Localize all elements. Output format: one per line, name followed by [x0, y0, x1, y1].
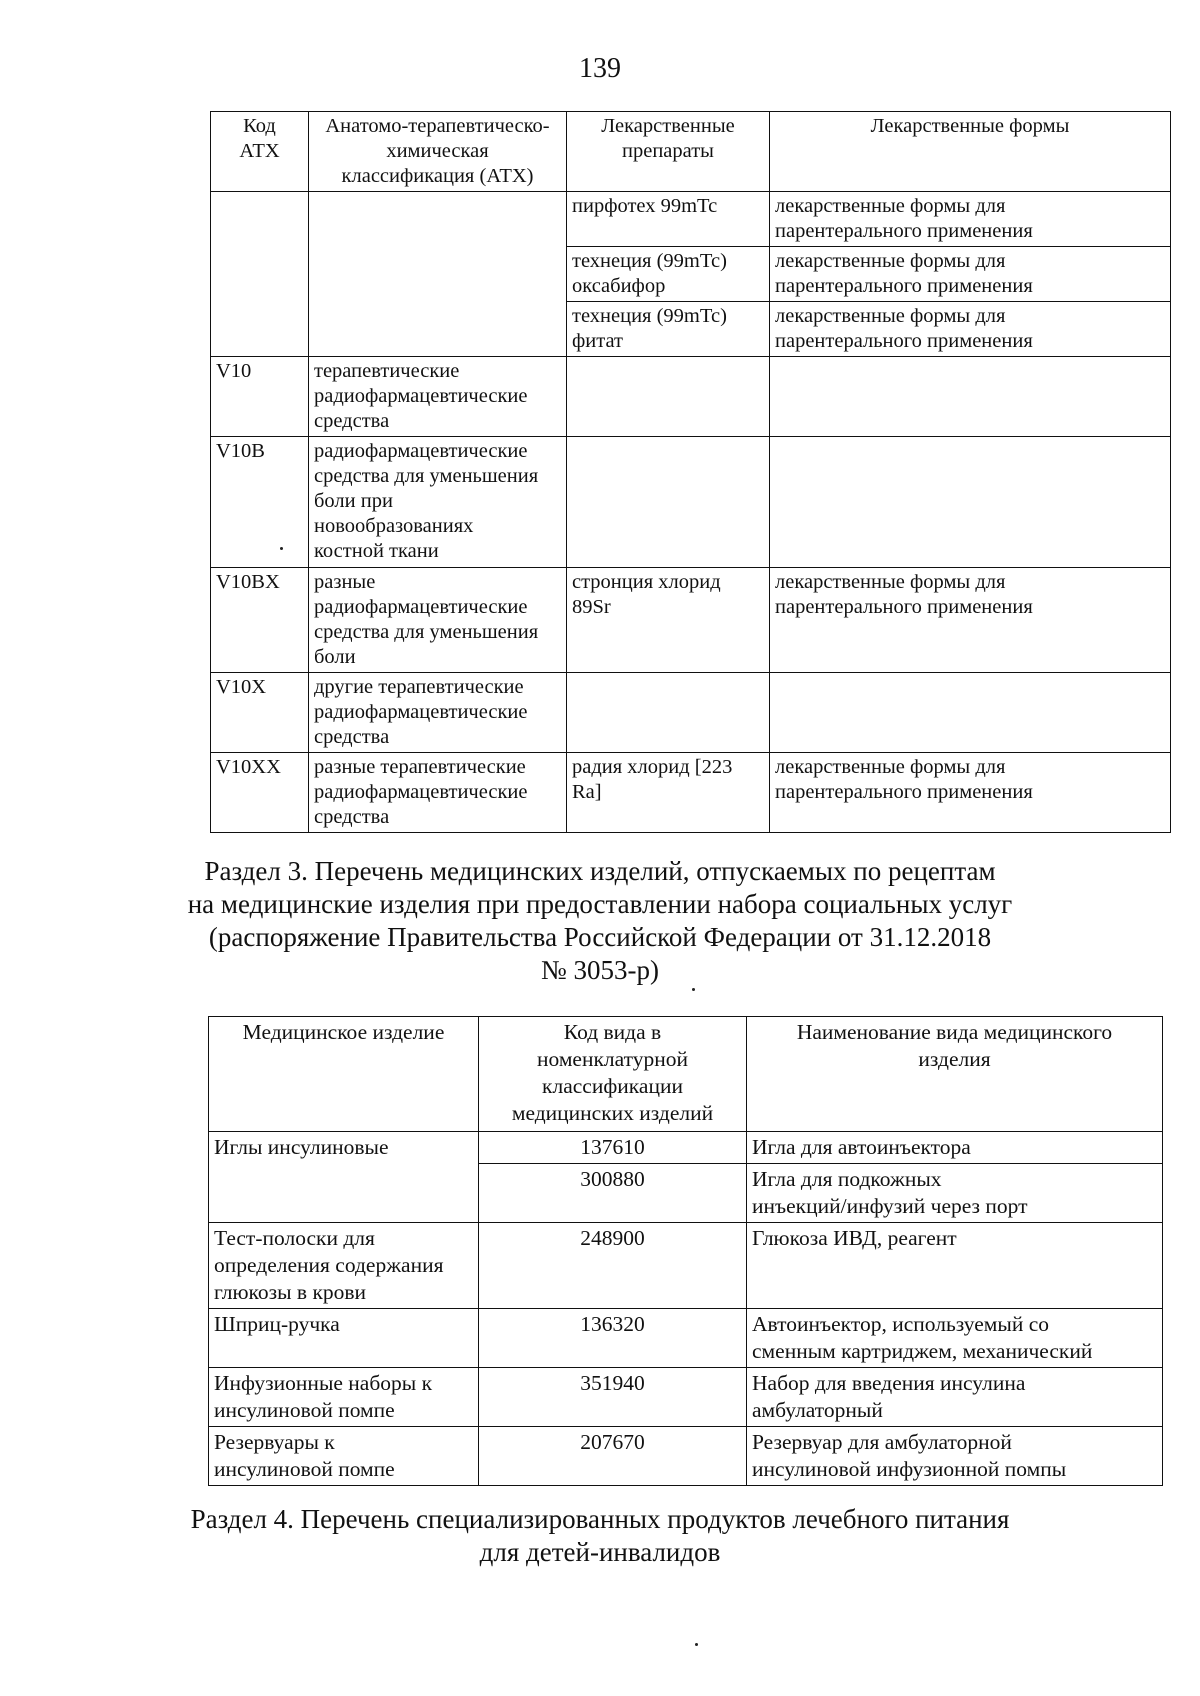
device-kind-cell — [747, 1132, 1163, 1164]
form-cell — [770, 357, 1171, 437]
atx-code: V10BX — [216, 571, 280, 593]
form-cell — [770, 192, 1171, 247]
header-device-kind-name — [747, 1017, 1163, 1132]
atx-classification: терапевтические радиофармацевтические средства — [314, 360, 528, 432]
header-nomenclature-code-text: Код вида в номенклатурной классификации медицинских изделий — [511, 1020, 714, 1125]
table-row — [211, 753, 1171, 833]
drug-cell — [567, 357, 770, 437]
device-kind-cell — [747, 1164, 1163, 1223]
atx-code: V10B — [216, 440, 265, 462]
form-cell — [770, 437, 1171, 568]
atx-classification: другие терапевтические радиофармацевтические средства — [314, 676, 528, 748]
atx-code-cell — [211, 192, 309, 357]
device-kind: Набор для введения инсулина амбулаторный — [752, 1371, 1026, 1422]
atx-classification-cell — [309, 357, 567, 437]
atx-code: V10X — [216, 676, 267, 698]
scan-speck — [695, 1643, 698, 1646]
device-code: 207670 — [580, 1430, 645, 1454]
header-atx-code-text: Код АТХ — [239, 115, 280, 162]
form-cell — [770, 753, 1171, 833]
device-code-cell — [479, 1164, 747, 1223]
header-medical-device-text: Медицинское изделие — [242, 1020, 445, 1044]
device-name-cell — [209, 1223, 479, 1309]
header-atx-classification-text: Анатомо-терапевтическо- химическая классификация (АТХ) — [325, 115, 550, 187]
header-drugs-text: Лекарственные препараты — [601, 115, 735, 162]
table-row — [211, 357, 1171, 437]
drug-cell — [567, 753, 770, 833]
atx-code: V10 — [216, 360, 252, 382]
atx-classification-table — [210, 111, 1171, 833]
drug-name: пирфотех 99mTc — [572, 195, 718, 217]
page-number: 139 — [579, 53, 621, 84]
device-name-cell — [209, 1132, 479, 1223]
drug-cell — [567, 437, 770, 568]
dosage-form: лекарственные формы для парентерального применения — [775, 195, 1033, 242]
drug-cell — [567, 673, 770, 753]
device-code: 137610 — [580, 1135, 645, 1159]
device-kind: Игла для подкожных инъекций/инфузий через порт — [752, 1167, 1028, 1218]
device-code: 300880 — [580, 1167, 645, 1191]
table-row — [211, 568, 1171, 673]
form-cell — [770, 302, 1171, 357]
device-code-cell — [479, 1309, 747, 1368]
device-name: Тест-полоски для определения содержания глюкозы в крови — [214, 1226, 444, 1304]
atx-classification-cell — [309, 568, 567, 673]
device-code: 351940 — [580, 1371, 645, 1395]
device-code-cell — [479, 1132, 747, 1164]
drug-cell — [567, 568, 770, 673]
atx-classification: разные радиофармацевтические средства для уменьшения боли — [314, 571, 539, 668]
header-atx-code — [211, 112, 309, 192]
header-medical-device — [209, 1017, 479, 1132]
table-row — [209, 1223, 1163, 1309]
header-drugs — [567, 112, 770, 192]
atx-code-cell — [211, 753, 309, 833]
device-code-cell — [479, 1427, 747, 1486]
drug-name: радия хлорид [223 Ra] — [572, 756, 733, 803]
header-dosage-forms-text: Лекарственные формы — [870, 115, 1070, 137]
medical-devices-table — [208, 1016, 1163, 1486]
scan-speck — [692, 988, 695, 991]
table-row — [209, 1368, 1163, 1427]
atx-code-cell — [211, 673, 309, 753]
device-kind: Глюкоза ИВД, реагент — [752, 1226, 957, 1250]
drug-name: технеция (99mTc) оксабифор — [572, 250, 727, 297]
atx-classification-cell — [309, 753, 567, 833]
atx-classification: разные терапевтические радиофармацевтические средства — [314, 756, 528, 828]
atx-classification-cell — [309, 192, 567, 357]
drug-cell — [567, 247, 770, 302]
table-row — [209, 1427, 1163, 1486]
device-code: 136320 — [580, 1312, 645, 1336]
device-kind: Автоинъектор, используемый со сменным картриджем, механический — [752, 1312, 1093, 1363]
table-row — [211, 673, 1171, 753]
header-nomenclature-code — [479, 1017, 747, 1132]
drug-cell — [567, 302, 770, 357]
table-row — [209, 1309, 1163, 1368]
table-row — [209, 1132, 1163, 1164]
header-dosage-forms — [770, 112, 1171, 192]
atx-classification: радиофармацевтические средства для уменьшения боли при новообразованиях костной ткани — [314, 440, 539, 562]
device-name-cell — [209, 1368, 479, 1427]
drug-cell — [567, 192, 770, 247]
device-kind: Резервуар для амбулаторной инсулиновой инфузионной помпы — [752, 1430, 1067, 1481]
form-cell — [770, 247, 1171, 302]
device-name: Инфузионные наборы к инсулиновой помпе — [214, 1371, 433, 1422]
form-cell — [770, 568, 1171, 673]
header-atx-classification — [309, 112, 567, 192]
atx-classification-cell — [309, 673, 567, 753]
device-kind: Игла для автоинъектора — [752, 1135, 971, 1159]
device-kind-cell — [747, 1223, 1163, 1309]
atx-code: V10XX — [216, 756, 281, 778]
atx-code-cell — [211, 437, 309, 568]
device-name: Иглы инсулиновые — [214, 1135, 389, 1159]
device-code-cell — [479, 1223, 747, 1309]
atx-classification-cell — [309, 437, 567, 568]
section-4-heading: Раздел 4. Перечень специализированных продуктов лечебного питания для детей-инвалидов — [190, 1504, 1010, 1567]
table-row — [211, 192, 1171, 247]
dosage-form: лекарственные формы для парентерального применения — [775, 250, 1033, 297]
device-name: Шприц-ручка — [214, 1312, 340, 1336]
dosage-form: лекарственные формы для парентерального применения — [775, 756, 1033, 803]
device-name-cell — [209, 1427, 479, 1486]
drug-name: стронция хлорид 89Sr — [572, 571, 721, 618]
device-kind-cell — [747, 1309, 1163, 1368]
drug-name: технеция (99mTc) фитат — [572, 305, 727, 352]
device-code-cell — [479, 1368, 747, 1427]
scan-speck — [280, 547, 283, 550]
dosage-form: лекарственные формы для парентерального применения — [775, 571, 1033, 618]
atx-code-cell — [211, 568, 309, 673]
device-kind-cell — [747, 1427, 1163, 1486]
device-kind-cell — [747, 1368, 1163, 1427]
device-name-cell — [209, 1309, 479, 1368]
form-cell — [770, 673, 1171, 753]
table-row — [211, 437, 1171, 568]
device-name: Резервуары к инсулиновой помпе — [214, 1430, 395, 1481]
section-3-heading: Раздел 3. Перечень медицинских изделий, отпускаемых по рецептам на медицинские изделия при предоставлении набора социальных услуг (распоряжение Правительства Российской Федерации от 31.12.2018 № 3053-р) — [187, 856, 1013, 985]
device-code: 248900 — [580, 1226, 645, 1250]
atx-code-cell — [211, 357, 309, 437]
dosage-form: лекарственные формы для парентерального применения — [775, 305, 1033, 352]
header-device-kind-name-text: Наименование вида медицинского изделия — [796, 1020, 1113, 1071]
